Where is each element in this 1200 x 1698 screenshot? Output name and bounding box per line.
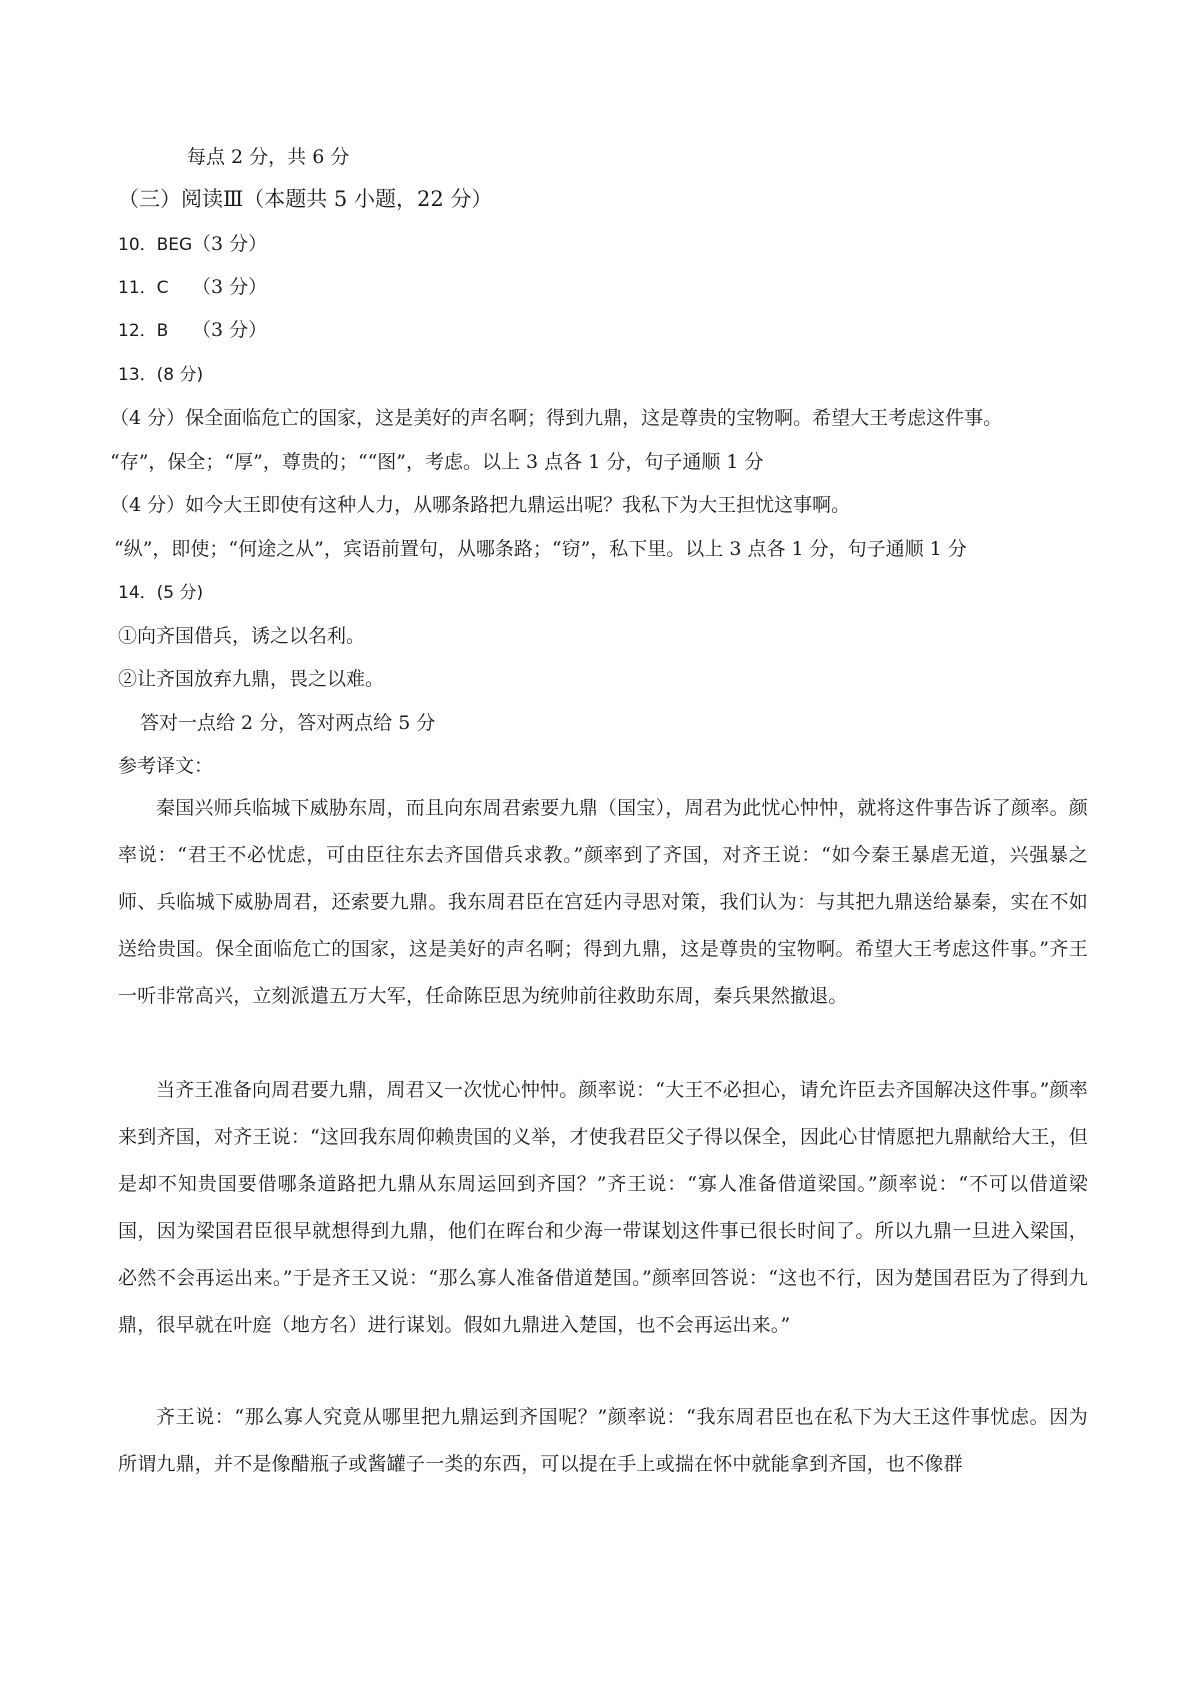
answer-score: （3 分） [192, 233, 268, 255]
q14-scoring-note: 答对一点给 2 分，答对两点给 5 分 [140, 712, 436, 734]
q13-translation-1: （4 分）保全面临危亡的国家，这是美好的声名啊；得到九鼎，这是尊贵的宝物啊。希望大王考虑这件事。 [110, 407, 1003, 429]
q13-note-1: “存”，保全；“厚”，尊贵的；““图”，考虑。以上 3 点各 1 分，句子通顺 1 分 [110, 451, 764, 473]
q14-point-2: ②让齐国放弃九鼎，畏之以难。 [118, 668, 385, 690]
q14-heading: 14．(5 分) [118, 583, 204, 603]
q13-heading: 13．(8 分) [118, 365, 204, 385]
answer-number: 10．BEG [118, 235, 193, 255]
translation-paragraph: 当齐王准备向周君要九鼎，周君又一次忧心忡忡。颜率说：“大王不必担心，请允许臣去齐国解决这件事。”颜率来到齐国，对齐王说：“这回我东周仰赖贵国的义举，才使我君臣父子得以保全，因此心甘情愿把九鼎献给大王，但是却不知贵国要借哪条道路把九鼎从东周运回到齐国？”齐王说：“寡人准备借道梁国。”颜率说：“不可以借道梁国，因为梁国君臣很早就想得到九鼎，他们在晖台和少海一带谋划这件事已很长时间了。所以九鼎一旦进入梁国，必然不会再运出来。”于是齐王又说：“那么寡人准备借道楚国。”颜率回答说：“这也不行，因为楚国君臣为了得到九鼎，很早就在叶庭（地方名）进行谋划。假如九鼎进入楚国，也不会再运出来。” [118, 1079, 1088, 1336]
q13-note-2: “纵”，即使；“何途之从”，宾语前置句，从哪条路；“窃”，私下里。以上 3 点各 1 分，句子通顺 1 分 [114, 538, 967, 560]
answer-12 [118, 317, 268, 344]
translation-paragraph: 秦国兴师兵临城下威胁东周，而且向东周君索要九鼎（国宝），周君为此忧心忡忡，就将这件事告诉了颜率。颜率说：“君王不必忧虑，可由臣往东去齐国借兵求教。”颜率到了齐国，对齐王说：“如今秦王暴虐无道，兴强暴之师、兵临城下威胁周君，还索要九鼎。我东周君臣在宫廷内寻思对策，我们认为：与其把九鼎送给暴秦，实在不如送给贵国。保全面临危亡的国家，这是美好的声名啊；得到九鼎，这是尊贵的宝物啊。希望大王考虑这件事。”齐王一听非常高兴，立刻派遣五万大军，任命陈臣思为统帅前往救助东周，秦兵果然撤退。 [118, 797, 1088, 1007]
answer-number: 12．B [118, 321, 169, 341]
translation-paragraph: 齐王说：“那么寡人究竟从哪里把九鼎运到齐国呢？”颜率说：“我东周君臣也在私下为大王这件事忧虑。因为所谓九鼎，并不是像醋瓶子或酱罐子一类的东西，可以提在手上或揣在怀中就能拿到齐国，也不像群 [118, 1406, 1088, 1475]
answer-score: （3 分） [192, 276, 268, 298]
answer-11 [118, 274, 268, 301]
answer-score: （3 分） [192, 319, 268, 341]
q14-point-1: ①向齐国借兵，诱之以名利。 [118, 625, 366, 647]
section-title: （三）阅读Ⅲ（本题共 5 小题，22 分） [118, 187, 493, 211]
translation-label: 参考译文： [118, 755, 214, 777]
q13-translation-2: （4 分）如今大王即使有这种人力，从哪条路把九鼎运出呢？我私下为大王担忧这事啊。 [110, 494, 851, 516]
score-note: 每点 2 分，共 6 分 [187, 146, 350, 168]
answer-10 [118, 231, 268, 258]
answer-number: 11．C [118, 278, 169, 298]
